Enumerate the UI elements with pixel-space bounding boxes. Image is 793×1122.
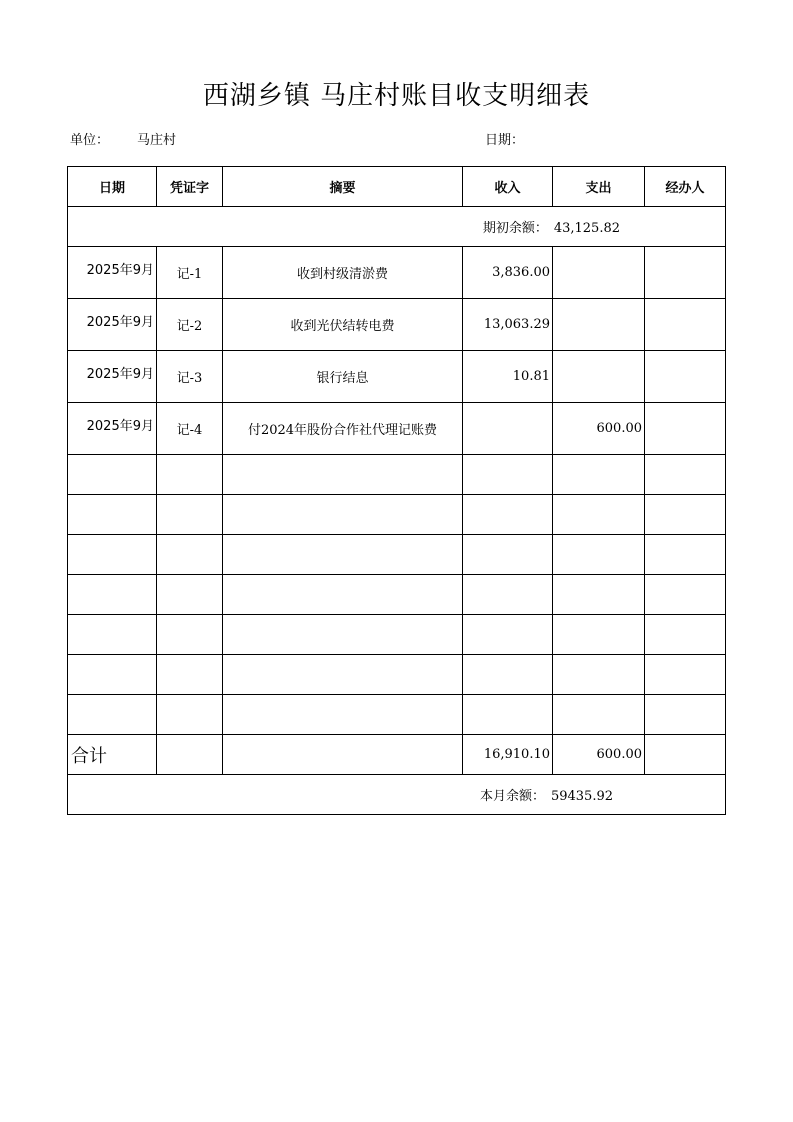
header-row	[68, 167, 726, 207]
total-income: 16,910.10	[463, 735, 553, 775]
empty-row	[68, 615, 726, 655]
column-header-expense: 支出	[553, 167, 645, 207]
column-header-date: 日期	[68, 167, 157, 207]
empty-row	[68, 535, 726, 575]
date-label: 日期：	[485, 133, 525, 148]
row-handler	[645, 351, 726, 403]
opening-balance	[483, 217, 620, 236]
row-income	[463, 403, 553, 455]
page-title: 西湖乡镇 马庄村账目收支明细表	[202, 81, 591, 111]
row-expense	[553, 351, 645, 403]
row-expense	[553, 247, 645, 299]
row-expense	[553, 299, 645, 351]
column-header-summary: 摘要	[223, 167, 463, 207]
row-date: 2025年9月	[68, 247, 157, 299]
closing-balance-cell	[68, 775, 726, 815]
table-row	[68, 299, 726, 351]
row-voucher: 记-2	[157, 299, 223, 351]
total-row	[68, 735, 726, 775]
total-expense: 600.00	[553, 735, 645, 775]
row-voucher: 记-4	[157, 403, 223, 455]
row-handler	[645, 403, 726, 455]
row-date: 2025年9月	[68, 299, 157, 351]
table-row	[68, 247, 726, 299]
closing-balance-value: 59435.92	[550, 789, 613, 804]
opening-balance-cell	[68, 207, 726, 247]
row-date: 2025年9月	[68, 351, 157, 403]
unit-label: 单位：	[70, 133, 110, 148]
row-voucher: 记-3	[157, 351, 223, 403]
table-row	[68, 351, 726, 403]
closing-balance-row	[68, 775, 726, 815]
row-summary: 付2024年股份合作社代理记账费	[223, 403, 463, 455]
empty-row	[68, 695, 726, 735]
row-voucher: 记-1	[157, 247, 223, 299]
row-income: 10.81	[463, 351, 553, 403]
opening-balance-label: 期初余额：	[482, 221, 548, 236]
empty-row	[68, 575, 726, 615]
closing-balance-label: 本月余额：	[479, 789, 545, 804]
row-summary: 收到光伏结转电费	[223, 299, 463, 351]
row-date: 2025年9月	[68, 403, 157, 455]
table-row	[68, 403, 726, 455]
opening-balance-row	[68, 207, 726, 247]
ledger-table	[67, 166, 726, 815]
closing-balance	[480, 785, 613, 804]
row-expense: 600.00	[553, 403, 645, 455]
column-header-voucher: 凭证字	[157, 167, 223, 207]
row-handler	[645, 247, 726, 299]
row-income: 3,836.00	[463, 247, 553, 299]
row-summary: 银行结息	[223, 351, 463, 403]
row-summary: 收到村级清淤费	[223, 247, 463, 299]
row-handler	[645, 299, 726, 351]
column-header-income: 收入	[463, 167, 553, 207]
column-header-handler: 经办人	[645, 167, 726, 207]
row-income: 13,063.29	[463, 299, 553, 351]
total-label: 合计	[68, 735, 157, 775]
empty-row	[68, 655, 726, 695]
opening-balance-value: 43,125.82	[553, 221, 620, 236]
empty-row	[68, 495, 726, 535]
empty-row	[68, 455, 726, 495]
unit-value: 马庄村	[137, 133, 177, 148]
